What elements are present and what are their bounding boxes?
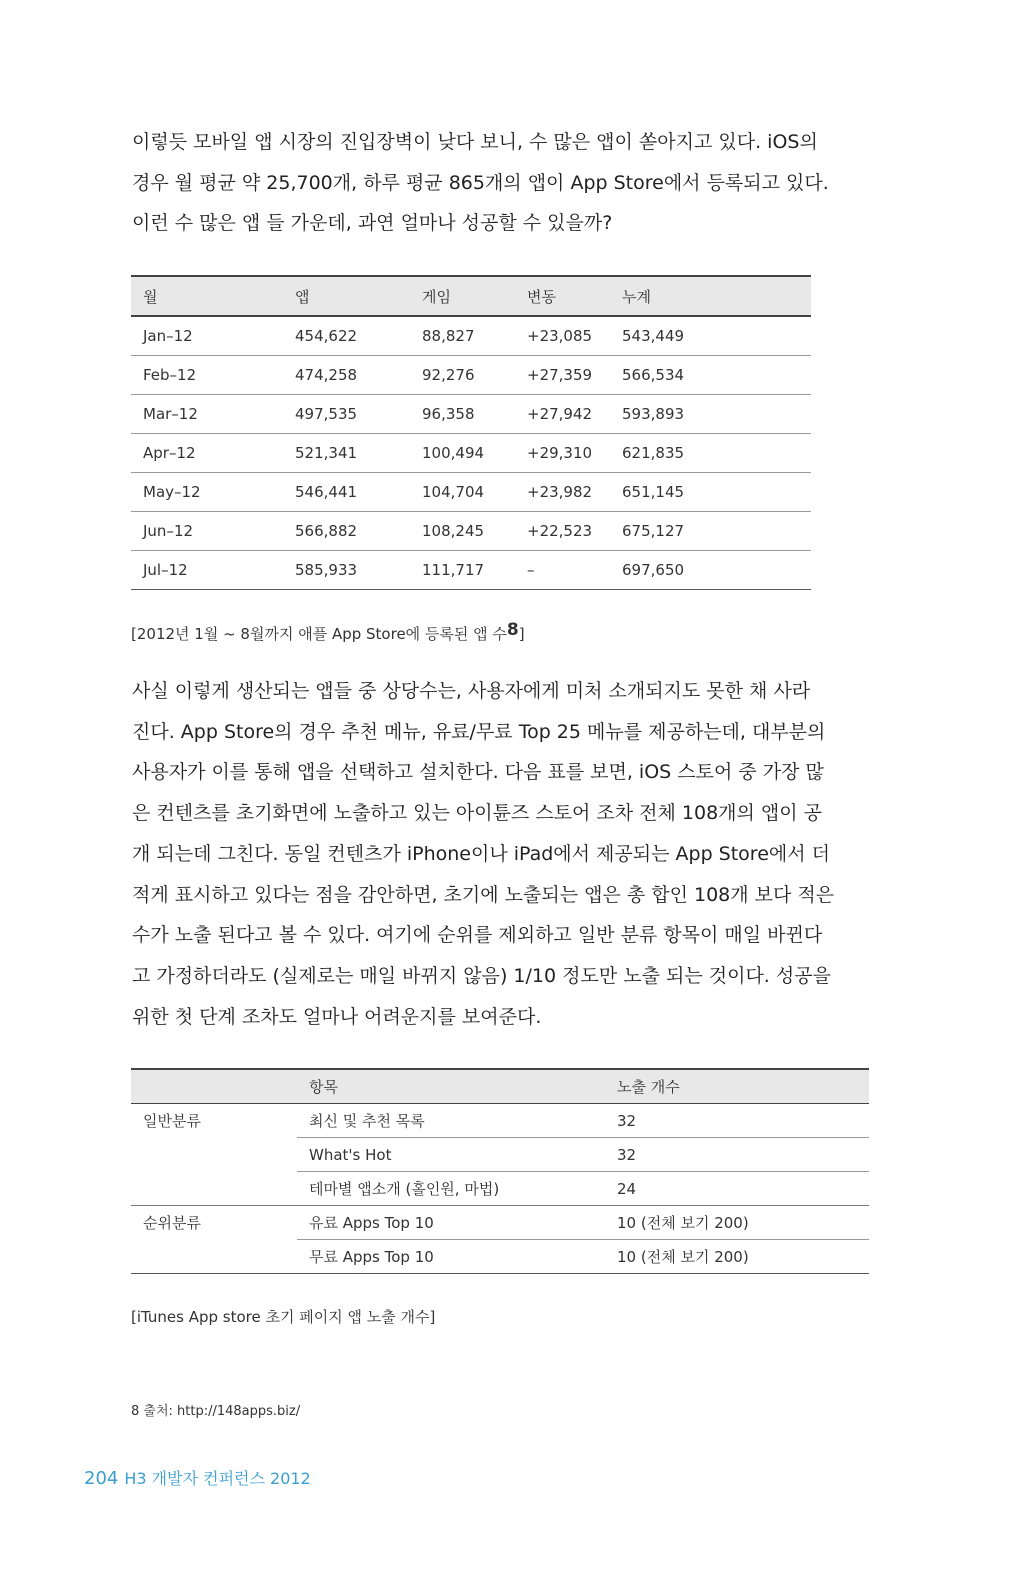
- body-line: 수가 노출 된다고 볼 수 있다. 여기에 순위를 제외하고 일반 분류 항목이 매일 바뀐다: [132, 924, 823, 947]
- column-header-total: 누계: [610, 276, 811, 316]
- cell-total: 566,534: [610, 356, 811, 395]
- publication-title: H3 개발자 컨퍼런스 2012: [124, 1469, 311, 1488]
- body-line: 진다. App Store의 경우 추천 메뉴, 유료/무료 Top 25 메뉴를 제공하는데, 대부분의: [132, 720, 826, 743]
- exposure-count-table: [131, 1068, 869, 1274]
- cell-apps: 566,882: [283, 512, 410, 551]
- cell-games: 104,704: [410, 473, 515, 512]
- cell-change: –: [515, 551, 610, 590]
- cell-month: Jan–12: [131, 316, 283, 356]
- body-paragraph: [132, 671, 870, 1037]
- cell-change: +23,982: [515, 473, 610, 512]
- column-header-month: 월: [131, 276, 283, 316]
- page-footer: [84, 1466, 311, 1489]
- cell-games: 108,245: [410, 512, 515, 551]
- table-row: [131, 1206, 869, 1240]
- cell-item: 테마별 앱소개 (홀인원, 마법): [297, 1172, 605, 1206]
- cell-total: 543,449: [610, 316, 811, 356]
- body-line: 위한 첫 단계 조차도 얼마나 어려운지를 보여준다.: [132, 1005, 542, 1028]
- cell-count: 10 (전체 보기 200): [605, 1206, 869, 1240]
- table-row: [131, 473, 811, 512]
- cell-month: Feb–12: [131, 356, 283, 395]
- cell-apps: 585,933: [283, 551, 410, 590]
- column-header-games: 게임: [410, 276, 515, 316]
- body-line: 은 컨텐츠를 초기화면에 노출하고 있는 아이튠즈 스토어 조차 전체 108개의 앱이 공: [132, 802, 823, 825]
- column-header-apps: 앱: [283, 276, 410, 316]
- column-header-category: [131, 1069, 297, 1104]
- cell-total: 651,145: [610, 473, 811, 512]
- table-row: [131, 512, 811, 551]
- cell-count: 24: [605, 1172, 869, 1206]
- cell-month: Mar–12: [131, 395, 283, 434]
- page-number: 204: [84, 1468, 119, 1489]
- intro-paragraph: [132, 122, 870, 244]
- table-row: [131, 316, 811, 356]
- body-line: 고 가정하더라도 (실제로는 매일 바뀌지 않음) 1/10 정도만 노출 되는 것이다. 성공을: [132, 964, 831, 987]
- caption-text: [2012년 1월 ~ 8월까지 애플 App Store에 등록된 앱 수: [131, 625, 507, 643]
- cell-total: 593,893: [610, 395, 811, 434]
- cell-count: 32: [605, 1138, 869, 1172]
- table-row: [131, 356, 811, 395]
- table-caption: [iTunes App store 초기 페이지 앱 노출 개수]: [131, 1308, 436, 1326]
- table-row: [131, 551, 811, 590]
- column-header-count: 노출 개수: [605, 1069, 869, 1104]
- cell-change: +27,359: [515, 356, 610, 395]
- cell-apps: 474,258: [283, 356, 410, 395]
- column-header-item: 항목: [297, 1069, 605, 1104]
- cell-total: 675,127: [610, 512, 811, 551]
- cell-games: 96,358: [410, 395, 515, 434]
- table-caption: [131, 620, 525, 644]
- table-header-row: [131, 276, 811, 316]
- table-row: [131, 1104, 869, 1138]
- caption-close: ]: [518, 625, 525, 643]
- cell-games: 92,276: [410, 356, 515, 395]
- body-line: 사용자가 이를 통해 앱을 선택하고 설치한다. 다음 표를 보면, iOS 스토어 중 가장 많: [132, 761, 824, 784]
- cell-month: May–12: [131, 473, 283, 512]
- cell-apps: 497,535: [283, 395, 410, 434]
- table-row: [131, 434, 811, 473]
- table-header-row: [131, 1069, 869, 1104]
- footnote-ref: 8: [506, 620, 519, 640]
- cell-month: Jul–12: [131, 551, 283, 590]
- footnote: 8 출처: http://148apps.biz/: [131, 1404, 301, 1419]
- app-count-table: [131, 275, 811, 590]
- cell-month: Jun–12: [131, 512, 283, 551]
- cell-games: 111,717: [410, 551, 515, 590]
- cell-total: 621,835: [610, 434, 811, 473]
- cell-change: +29,310: [515, 434, 610, 473]
- intro-line: 이런 수 많은 앱 들 가운데, 과연 얼마나 성공할 수 있을까?: [132, 212, 613, 234]
- cell-item: 최신 및 추천 목록: [297, 1104, 605, 1138]
- column-header-change: 변동: [515, 276, 610, 316]
- body-line: 개 되는데 그친다. 동일 컨텐츠가 iPhone이나 iPad에서 제공되는 App Store에서 더: [132, 842, 830, 865]
- cell-apps: 546,441: [283, 473, 410, 512]
- intro-line: 경우 월 평균 약 25,700개, 하루 평균 865개의 앱이 App Store에서 등록되고 있다.: [132, 171, 829, 194]
- cell-count: 32: [605, 1104, 869, 1138]
- cell-change: +27,942: [515, 395, 610, 434]
- body-line: 적게 표시하고 있다는 점을 감안하면, 초기에 노출되는 앱은 총 합인 108개 보다 적은: [132, 883, 835, 906]
- cell-apps: 521,341: [283, 434, 410, 473]
- category-ranking: 순위분류: [131, 1206, 297, 1274]
- intro-line: 이렇듯 모바일 앱 시장의 진입장벽이 낮다 보니, 수 많은 앱이 쏟아지고 있다. iOS의: [132, 131, 818, 153]
- cell-change: +23,085: [515, 316, 610, 356]
- cell-apps: 454,622: [283, 316, 410, 356]
- cell-count: 10 (전체 보기 200): [605, 1240, 869, 1274]
- cell-change: +22,523: [515, 512, 610, 551]
- body-line: 사실 이렇게 생산되는 앱들 중 상당수는, 사용자에게 미처 소개되지도 못한 채 사라: [132, 680, 811, 702]
- cell-item: What's Hot: [297, 1138, 605, 1172]
- cell-total: 697,650: [610, 551, 811, 590]
- table-row: [131, 395, 811, 434]
- cell-month: Apr–12: [131, 434, 283, 473]
- cell-item: 유료 Apps Top 10: [297, 1206, 605, 1240]
- cell-games: 88,827: [410, 316, 515, 356]
- cell-games: 100,494: [410, 434, 515, 473]
- cell-item: 무료 Apps Top 10: [297, 1240, 605, 1274]
- category-general: 일반분류: [143, 1112, 201, 1130]
